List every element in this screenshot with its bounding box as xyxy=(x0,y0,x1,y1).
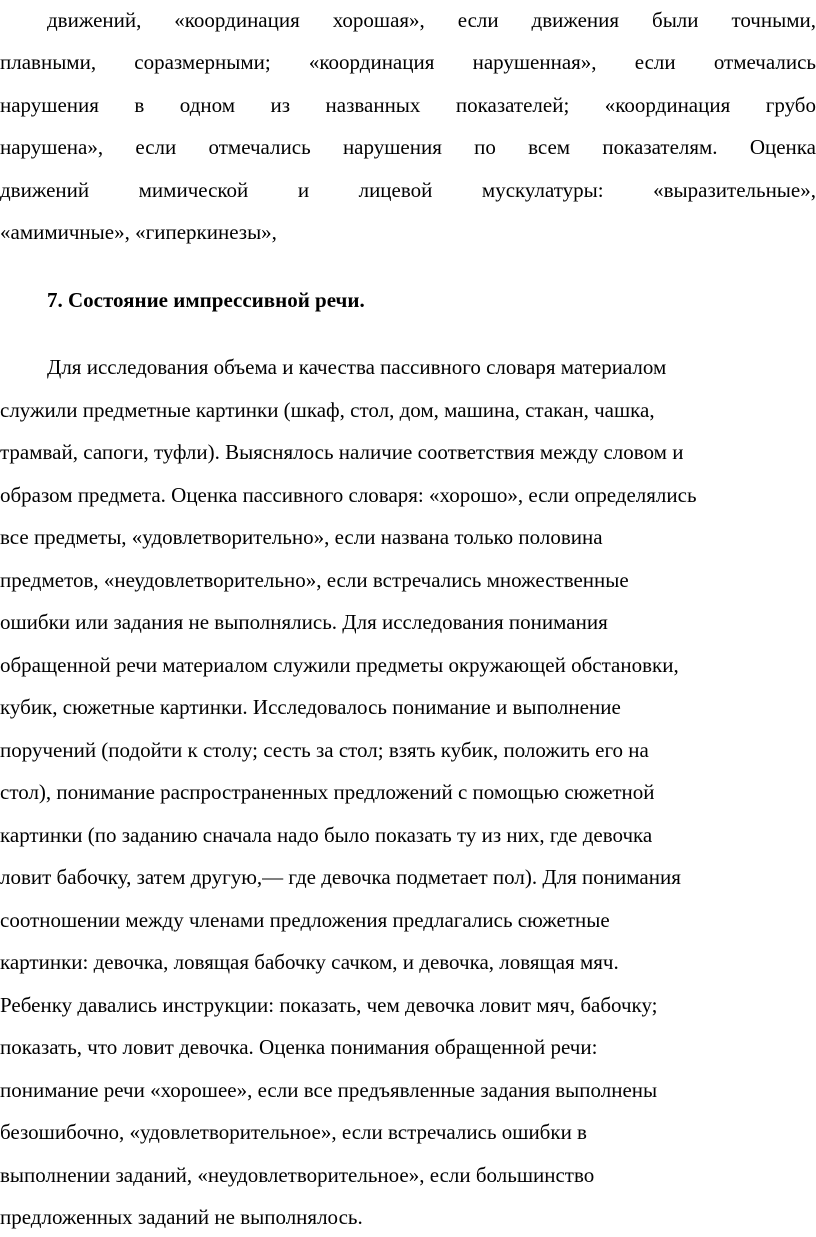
text-line: ловит бабочку, затем другую,— где девочка подметает пол). Для понимания xyxy=(0,865,681,889)
text-line: нарушена», если отмечались нарушения по всем показателям. Оценка xyxy=(0,135,816,159)
text-line: плавными, соразмерными; «координация нарушенная», если отмечались xyxy=(0,50,816,74)
text-line: движений мимической и лицевой мускулатуры: «выразительные», xyxy=(0,178,816,202)
text-line: образом предмета. Оценка пассивного словаря: «хорошо», если определялись xyxy=(0,483,697,507)
text-line: предложенных заданий не выполнялось. xyxy=(0,1205,363,1229)
text-line: служили предметные картинки (шкаф, стол, дом, машина, стакан, чашка, xyxy=(0,398,655,422)
text-line: картинки: девочка, ловящая бабочку сачком, и девочка, ловящая мяч. xyxy=(0,950,619,974)
text-line: показать, что ловит девочка. Оценка понимания обращенной речи: xyxy=(0,1035,598,1059)
text-line: соотношении между членами предложения предлагались сюжетные xyxy=(0,908,610,932)
text-line: Для исследования объема и качества пассивного словаря материалом xyxy=(47,355,667,379)
text-line: Ребенку давались инструкции: показать, чем девочка ловит мяч, бабочку; xyxy=(0,993,658,1017)
text-line: безошибочно, «удовлетворительное», если встречались ошибки в xyxy=(0,1120,587,1144)
text-line: движений, «координация хорошая», если движения были точными, xyxy=(47,8,816,32)
text-line: все предметы, «удовлетворительно», если названа только половина xyxy=(0,525,603,549)
text-line: кубик, сюжетные картинки. Исследовалось понимание и выполнение xyxy=(0,695,621,719)
text-line: стол), понимание распространенных предложений с помощью сюжетной xyxy=(0,780,655,804)
text-line: трамвай, сапоги, туфли). Выяснялось наличие соответствия между словом и xyxy=(0,440,684,464)
text-line: «амимичные», «гиперкинезы», xyxy=(0,220,277,244)
text-line: ошибки или задания не выполнялись. Для исследования понимания xyxy=(0,610,608,634)
text-line: предметов, «неудовлетворительно», если встречались множественные xyxy=(0,568,629,592)
text-line: картинки (по заданию сначала надо было показать ту из них, где девочка xyxy=(0,823,653,847)
text-line: выполнении заданий, «неудовлетворительное», если большинство xyxy=(0,1163,595,1187)
text-line: нарушения в одном из названных показателей; «координация грубо xyxy=(0,93,816,117)
text-line: понимание речи «хорошее», если все предъявленные задания выполнены xyxy=(0,1078,658,1102)
section-heading: 7. Состояние импрессивной речи. xyxy=(47,288,365,312)
text-line: обращенной речи материалом служили предметы окружающей обстановки, xyxy=(0,653,679,677)
text-line: поручений (подойти к столу; сесть за стол; взять кубик, положить его на xyxy=(0,738,649,762)
